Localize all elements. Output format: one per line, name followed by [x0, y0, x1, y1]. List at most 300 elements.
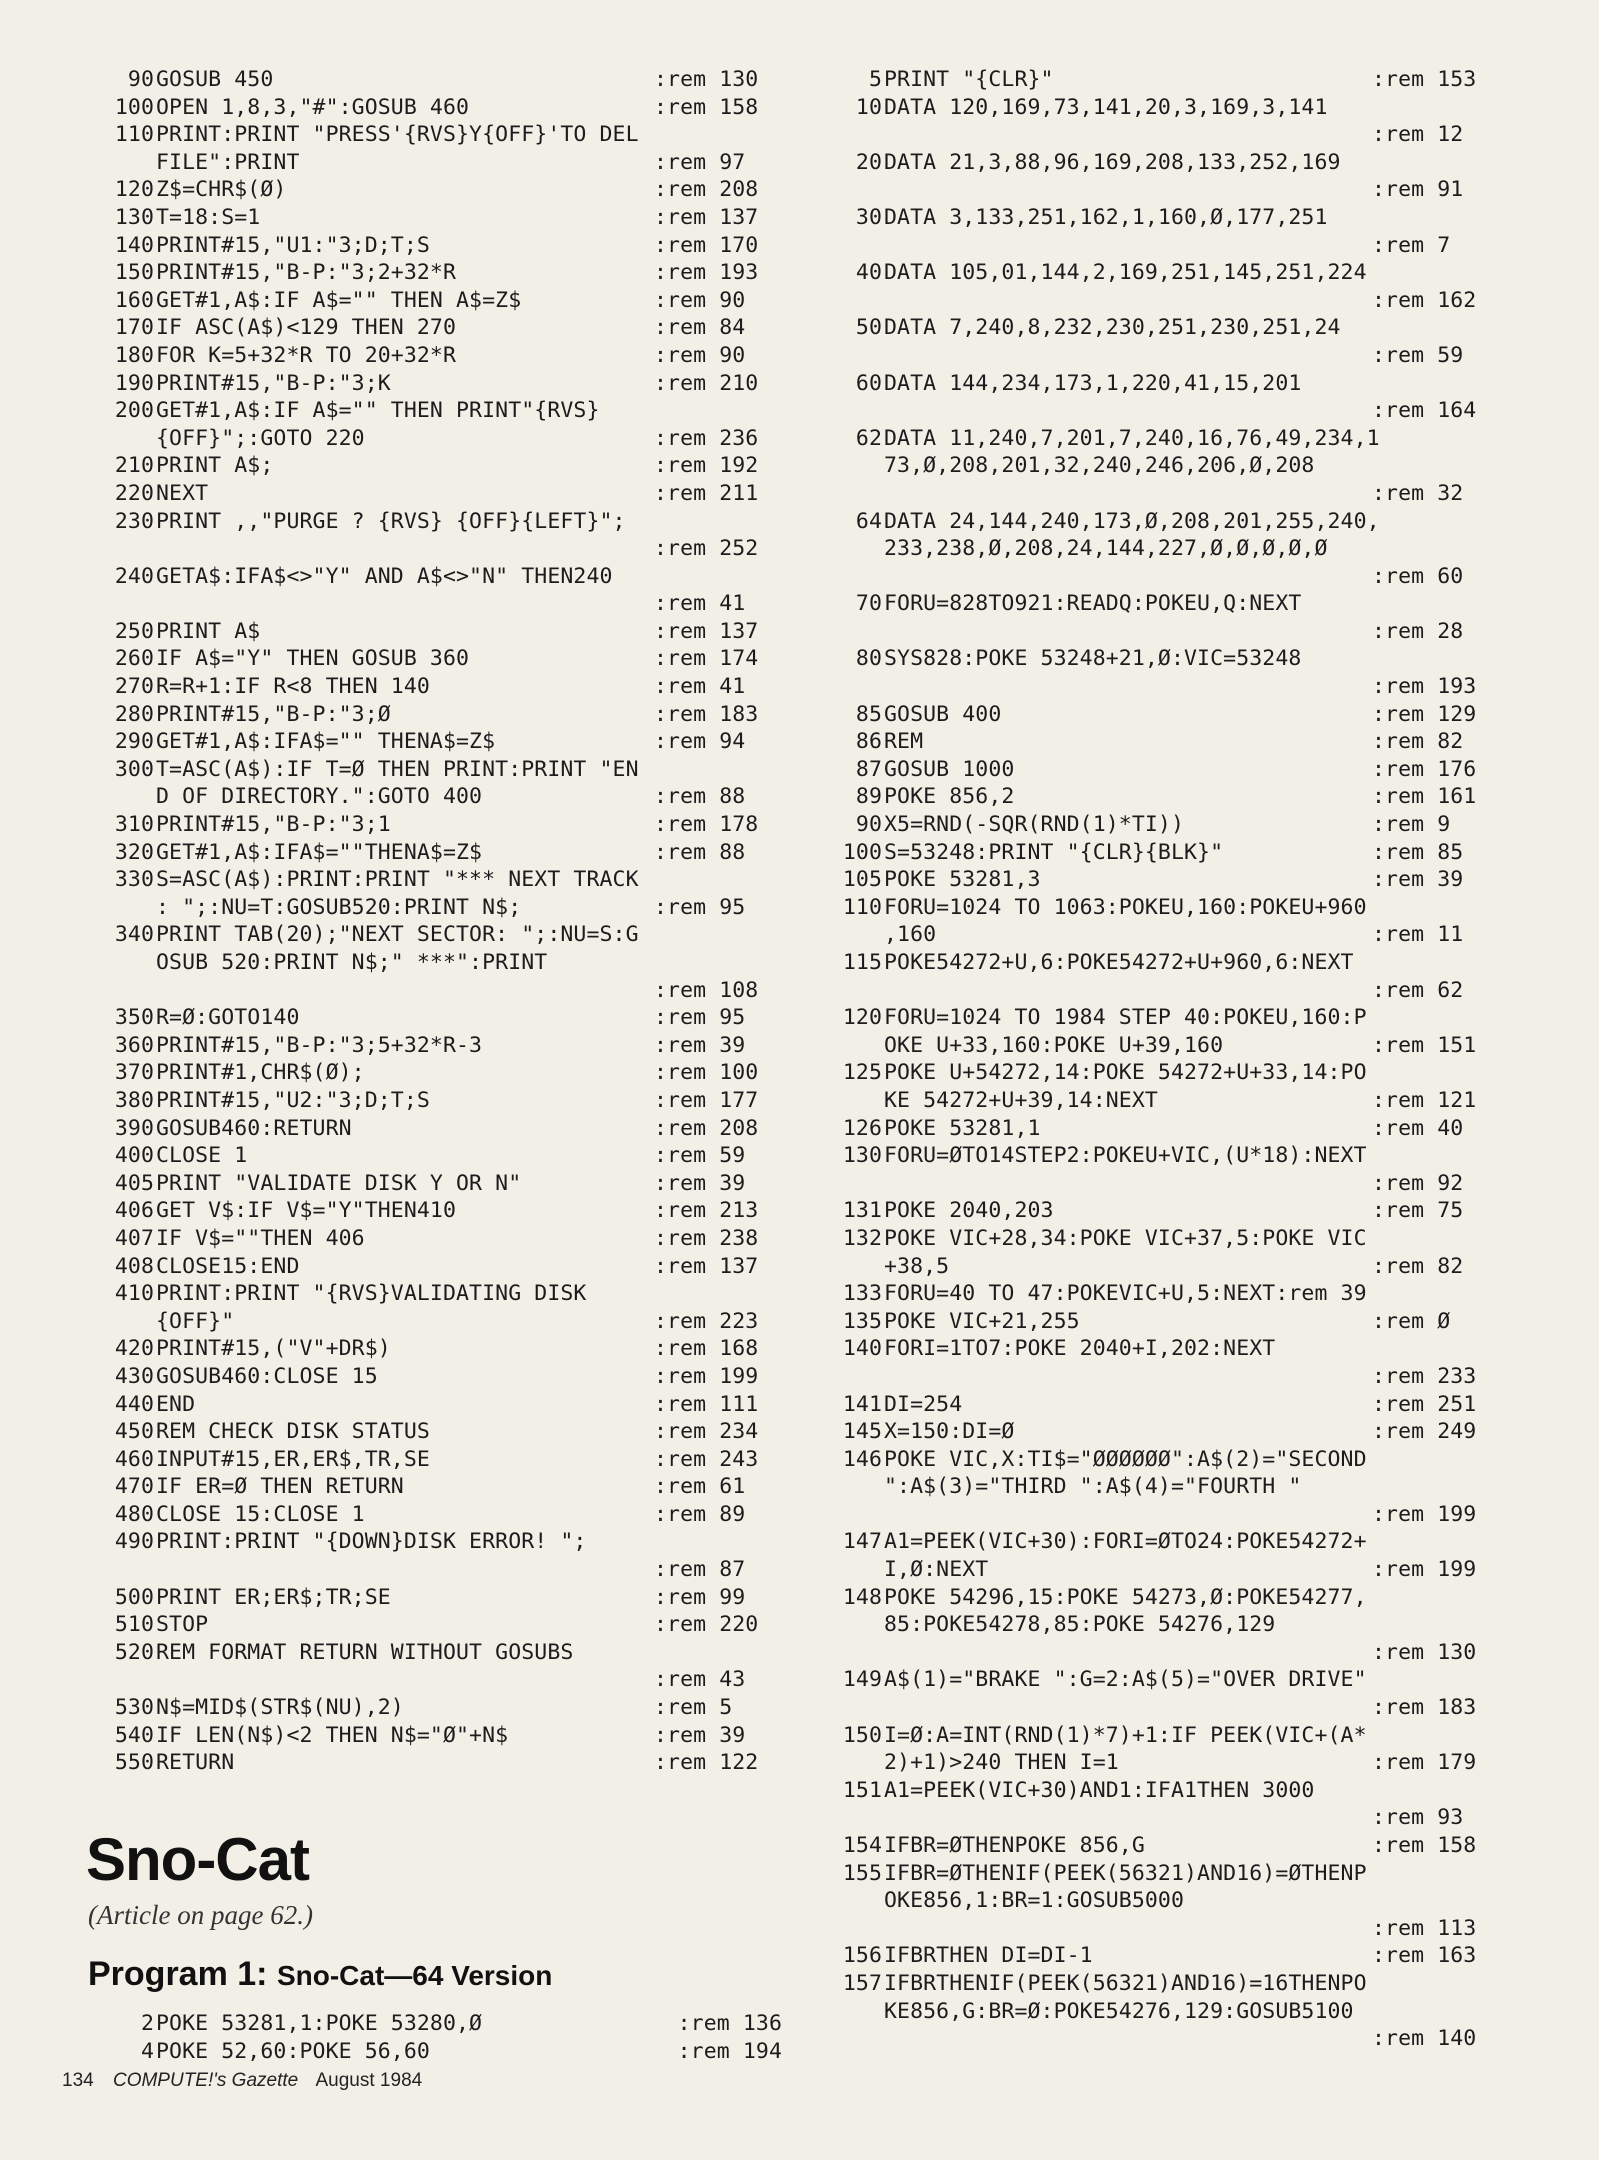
- issue-date: August 1984: [315, 2070, 423, 2091]
- checksum-rem: :rem 178: [654, 812, 759, 838]
- checksum-rem: :rem 122: [654, 1750, 759, 1776]
- code-line: [820, 1501, 1500, 1529]
- line-number: 125: [842, 1060, 882, 1086]
- code-line: [820, 1528, 1500, 1556]
- line-number: 148: [842, 1584, 882, 1610]
- checksum-rem: :rem 88: [654, 839, 746, 865]
- code-line: [820, 1860, 1500, 1888]
- code-text: FORU=1024 TO 1984 STEP 40:POKEU,160:P: [884, 1005, 1367, 1031]
- code-text: ,160: [884, 922, 937, 948]
- line-number: 4: [140, 2038, 154, 2064]
- code-text: POKE 53281,1: [884, 1115, 1041, 1141]
- line-number: 140: [842, 1336, 882, 1362]
- checksum-rem: :rem 32: [1372, 480, 1464, 506]
- code-text: GOSUB460:RETURN: [156, 1115, 352, 1141]
- code-text: INPUT#15,ER,ER$,TR,SE: [156, 1446, 430, 1472]
- checksum-rem: :rem 252: [654, 536, 759, 562]
- code-text: OSUB 520:PRINT N$;" ***":PRINT: [156, 950, 548, 975]
- line-number: 70: [855, 591, 882, 617]
- code-line: [92, 2038, 782, 2066]
- checksum-rem: :rem 121: [1372, 1087, 1477, 1113]
- line-number: 360: [114, 1032, 154, 1058]
- code-text: PRINT#15,"U2:"3;D;T;S: [156, 1087, 430, 1113]
- checksum-rem: :rem 170: [654, 232, 759, 258]
- line-number: 85: [855, 701, 882, 727]
- code-text: POKE 53281,1:POKE 53280,Ø: [156, 2011, 483, 2036]
- checksum-rem: :rem 39: [654, 1722, 746, 1748]
- code-text: 2)+1)>240 THEN I=1: [884, 1750, 1119, 1776]
- checksum-rem: :rem 243: [654, 1446, 759, 1472]
- checksum-rem: :rem 153: [1372, 67, 1477, 92]
- line-number: 400: [114, 1143, 154, 1169]
- code-line: [92, 949, 782, 977]
- code-line: [92, 921, 782, 949]
- code-line: [92, 1308, 782, 1336]
- code-line: [820, 618, 1500, 646]
- checksum-rem: :rem 164: [1372, 398, 1477, 424]
- code-line: [820, 370, 1500, 398]
- line-number: 480: [114, 1501, 154, 1527]
- code-text: POKE 856,2: [884, 784, 1015, 810]
- line-number: 130: [842, 1143, 882, 1169]
- checksum-rem: :rem 251: [1372, 1391, 1477, 1417]
- right-listing: [820, 66, 1500, 2053]
- line-number: 430: [114, 1363, 154, 1389]
- checksum-rem: :rem 213: [654, 1198, 759, 1224]
- checksum-rem: :rem 95: [654, 1005, 746, 1031]
- line-number: 160: [114, 287, 154, 313]
- line-number: 151: [842, 1777, 882, 1803]
- line-number: 210: [114, 453, 154, 479]
- line-number: 190: [114, 370, 154, 396]
- code-text: IFBR=ØTHENIF(PEEK(56321)AND16)=ØTHENP: [884, 1860, 1367, 1886]
- line-number: 110: [114, 122, 154, 148]
- code-line: [92, 590, 782, 618]
- code-line: [820, 783, 1500, 811]
- code-text: I=Ø:A=INT(RND(1)*7)+1:IF PEEK(VIC+(A*: [884, 1722, 1367, 1748]
- code-line: [92, 314, 782, 342]
- checksum-rem: :rem 28: [1372, 618, 1464, 644]
- code-line: [92, 535, 782, 563]
- checksum-rem: :rem 192: [654, 453, 759, 479]
- code-line: [92, 783, 782, 811]
- code-line: [820, 314, 1500, 342]
- line-number: 5: [868, 67, 882, 92]
- checksum-rem: :rem 95: [654, 894, 746, 920]
- checksum-rem: :rem 39: [1372, 867, 1464, 893]
- checksum-rem: :rem 161: [1372, 784, 1477, 810]
- line-number: 540: [114, 1722, 154, 1748]
- code-line: [92, 1032, 782, 1060]
- line-number: 156: [842, 1943, 882, 1969]
- line-number: 64: [855, 508, 882, 534]
- code-text: DATA 105,01,144,2,169,251,145,251,224: [884, 260, 1367, 286]
- page-footer: [62, 2070, 422, 2092]
- code-text: PRINT:PRINT "{DOWN}DISK ERROR! ";: [156, 1529, 587, 1555]
- checksum-rem: :rem 223: [654, 1308, 759, 1334]
- checksum-rem: :rem 249: [1372, 1419, 1477, 1445]
- code-line: [820, 1611, 1500, 1639]
- checksum-rem: :rem 236: [654, 425, 759, 451]
- checksum-rem: :rem 137: [654, 204, 759, 230]
- code-line: [92, 866, 782, 894]
- code-line: [92, 894, 782, 922]
- code-text: PRINT:PRINT "{RVS}VALIDATING DISK: [156, 1281, 587, 1307]
- code-text: PRINT ,,"PURGE ? {RVS} {OFF}{LEFT}";: [156, 508, 626, 534]
- code-text: IF V$=""THEN 406: [156, 1225, 365, 1251]
- code-text: FORU=ØTO14STEP2:POKEU+VIC,(U*18):NEXT: [884, 1143, 1367, 1169]
- line-number: 320: [114, 839, 154, 865]
- code-line: [820, 811, 1500, 839]
- code-line: [820, 1446, 1500, 1474]
- line-number: 155: [842, 1860, 882, 1886]
- code-line: [820, 1197, 1500, 1225]
- code-text: FORI=1TO7:POKE 2040+I,202:NEXT: [884, 1336, 1276, 1362]
- code-text: OKE856,1:BR=1:GOSUB5000: [884, 1888, 1185, 1914]
- code-text: PRINT TAB(20);"NEXT SECTOR: ";:NU=S:G: [156, 922, 639, 948]
- code-text: IF ASC(A$)<129 THEN 270: [156, 315, 457, 341]
- checksum-rem: :rem 129: [1372, 701, 1477, 727]
- line-number: 120: [114, 177, 154, 203]
- code-line: [92, 232, 782, 260]
- line-number: 126: [842, 1115, 882, 1141]
- checksum-rem: :rem 41: [654, 674, 746, 700]
- code-line: [820, 866, 1500, 894]
- line-number: 450: [114, 1419, 154, 1445]
- code-text: A1=PEEK(VIC+30)AND1:IFA1THEN 3000: [884, 1777, 1315, 1803]
- line-number: 105: [842, 867, 882, 893]
- code-line: [820, 756, 1500, 784]
- code-line: [92, 1363, 782, 1391]
- code-line: [820, 1115, 1500, 1143]
- code-text: OKE U+33,160:POKE U+39,160: [884, 1032, 1224, 1058]
- line-number: 30: [855, 204, 882, 230]
- code-line: [92, 1004, 782, 1032]
- code-line: [92, 508, 782, 536]
- line-number: 133: [842, 1281, 882, 1307]
- code-text: PRINT#1,CHR$(Ø);: [156, 1060, 365, 1086]
- code-line: [820, 839, 1500, 867]
- code-line: [92, 618, 782, 646]
- code-text: A1=PEEK(VIC+30):FORI=ØTO24:POKE54272+: [884, 1529, 1367, 1555]
- code-text: DATA 144,234,173,1,220,41,15,201: [884, 370, 1302, 396]
- code-text: PRINT:PRINT "PRESS'{RVS}Y{OFF}'TO DEL: [156, 122, 639, 148]
- code-line: [820, 1942, 1500, 1970]
- code-line: [820, 1970, 1500, 1998]
- code-text: PRINT#15,("V"+DR$): [156, 1336, 391, 1362]
- code-line: [92, 1335, 782, 1363]
- code-text: FORU=40 TO 47:POKEVIC+U,5:NEXT:rem 39: [884, 1281, 1367, 1307]
- code-text: DATA 3,133,251,162,1,160,Ø,177,251: [884, 204, 1328, 230]
- line-number: 530: [114, 1695, 154, 1721]
- checksum-rem: :rem 238: [654, 1225, 759, 1251]
- code-line: [92, 287, 782, 315]
- code-text: IF A$="Y" THEN GOSUB 360: [156, 646, 470, 672]
- line-number: 290: [114, 729, 154, 755]
- code-line: [820, 1363, 1500, 1391]
- line-number: 280: [114, 701, 154, 727]
- code-text: IFBRTHENIF(PEEK(56321)AND16)=16THENPO: [884, 1970, 1367, 1996]
- code-line: [820, 1253, 1500, 1281]
- code-line: [92, 839, 782, 867]
- checksum-rem: :rem 93: [1372, 1805, 1464, 1831]
- code-text: IFBRTHEN DI=DI-1: [884, 1943, 1093, 1969]
- checksum-rem: :rem 7: [1372, 232, 1451, 258]
- code-text: REM CHECK DISK STATUS: [156, 1419, 430, 1445]
- checksum-rem: :rem 137: [654, 1253, 759, 1279]
- checksum-rem: :rem 208: [654, 177, 759, 203]
- code-text: GET#1,A$:IF A$="" THEN PRINT"{RVS}: [156, 398, 600, 424]
- line-number: 440: [114, 1391, 154, 1417]
- code-text: FORU=1024 TO 1063:POKEU,160:POKEU+960: [884, 894, 1367, 920]
- code-text: +38,5: [884, 1253, 950, 1279]
- code-line: [92, 1225, 782, 1253]
- code-line: [820, 728, 1500, 756]
- checksum-rem: :rem 140: [1372, 2026, 1477, 2052]
- code-line: [92, 1473, 782, 1501]
- line-number: 340: [114, 922, 154, 948]
- code-line: [92, 204, 782, 232]
- code-line: [92, 1170, 782, 1198]
- code-text: GOSUB 400: [884, 701, 1002, 727]
- code-line: [820, 535, 1500, 563]
- line-number: 89: [855, 784, 882, 810]
- code-text: PRINT ER;ER$;TR;SE: [156, 1584, 391, 1610]
- checksum-rem: :rem 90: [654, 342, 746, 368]
- code-text: PRINT#15,"B-P:"3;K: [156, 370, 391, 396]
- code-text: SYS828:POKE 53248+21,Ø:VIC=53248: [884, 646, 1302, 672]
- code-text: PRINT#15,"B-P:"3;5+32*R-3: [156, 1032, 483, 1058]
- code-line: [820, 1832, 1500, 1860]
- checksum-rem: :rem 158: [1372, 1833, 1477, 1858]
- code-text: DATA 24,144,240,173,Ø,208,201,255,240,: [884, 508, 1380, 534]
- code-text: POKE 2040,203: [884, 1198, 1054, 1224]
- code-line: [92, 1059, 782, 1087]
- code-text: POKE 52,60:POKE 56,60: [156, 2038, 430, 2064]
- code-line: [92, 176, 782, 204]
- code-line: [820, 1391, 1500, 1419]
- code-line: [92, 756, 782, 784]
- code-text: IF LEN(N$)<2 THEN N$="Ø"+N$: [156, 1722, 509, 1748]
- checksum-rem: :rem 100: [654, 1060, 759, 1086]
- line-number: 145: [842, 1419, 882, 1445]
- code-line: [820, 1032, 1500, 1060]
- code-text: PRINT#15,"B-P:"3;1: [156, 812, 391, 838]
- code-line: [92, 66, 782, 94]
- code-line: [92, 563, 782, 591]
- checksum-rem: :rem 234: [654, 1419, 759, 1445]
- code-line: [92, 1142, 782, 1170]
- line-number: 405: [114, 1170, 154, 1196]
- code-line: [820, 176, 1500, 204]
- code-line: [92, 480, 782, 508]
- line-number: 100: [114, 94, 154, 120]
- checksum-rem: :rem 61: [654, 1474, 746, 1500]
- checksum-rem: :rem 136: [677, 2011, 782, 2036]
- program-listing: [92, 2010, 782, 2065]
- line-number: 520: [114, 1639, 154, 1665]
- checksum-rem: :rem 39: [654, 1170, 746, 1196]
- code-text: ":A$(3)="THIRD ":A$(4)="FOURTH ": [884, 1474, 1302, 1500]
- code-text: 85:POKE54278,85:POKE 54276,129: [884, 1612, 1276, 1638]
- code-text: OPEN 1,8,3,"#":GOSUB 460: [156, 94, 470, 120]
- checksum-rem: :rem Ø: [1372, 1308, 1451, 1334]
- checksum-rem: :rem 220: [654, 1612, 759, 1638]
- code-line: [92, 1528, 782, 1556]
- code-text: I,Ø:NEXT: [884, 1557, 989, 1583]
- code-line: [820, 149, 1500, 177]
- code-line: [92, 701, 782, 729]
- code-text: POKE VIC+21,255: [884, 1308, 1080, 1334]
- code-text: GET V$:IF V$="Y"THEN410: [156, 1198, 457, 1224]
- code-text: N$=MID$(STR$(NU),2): [156, 1695, 404, 1721]
- code-text: T=18:S=1: [156, 204, 261, 230]
- article-title: Sno-Cat: [86, 1826, 309, 1893]
- checksum-rem: :rem 43: [654, 1667, 746, 1693]
- code-text: DI=254: [884, 1391, 963, 1417]
- code-line: [820, 1639, 1500, 1667]
- checksum-rem: :rem 40: [1372, 1115, 1464, 1141]
- checksum-rem: :rem 210: [654, 370, 759, 396]
- code-text: GOSUB460:CLOSE 15: [156, 1363, 378, 1389]
- code-text: PRINT#15,"B-P:"3;Ø: [156, 701, 391, 727]
- line-number: 90: [127, 67, 154, 92]
- code-text: REM FORMAT RETURN WITHOUT GOSUBS: [156, 1639, 574, 1665]
- code-line: [820, 1308, 1500, 1336]
- code-line: [820, 1998, 1500, 2026]
- code-line: [820, 590, 1500, 618]
- line-number: 150: [114, 260, 154, 286]
- code-text: KE856,G:BR=Ø:POKE54276,129:GOSUB5100: [884, 1998, 1354, 2024]
- line-number: 20: [855, 149, 882, 175]
- program-heading: [88, 1952, 552, 1998]
- program-subtitle: Sno-Cat—64 Version: [276, 1960, 553, 1991]
- checksum-rem: :rem 85: [1372, 839, 1464, 865]
- checksum-rem: :rem 12: [1372, 122, 1464, 148]
- checksum-rem: :rem 82: [1372, 1253, 1464, 1279]
- code-text: Z$=CHR$(Ø): [156, 177, 287, 203]
- checksum-rem: :rem 60: [1372, 563, 1464, 589]
- code-line: [820, 232, 1500, 260]
- line-number: 550: [114, 1750, 154, 1776]
- code-text: PRINT#15,"B-P:"3;2+32*R: [156, 260, 457, 286]
- code-line: [820, 2025, 1500, 2053]
- line-number: 141: [842, 1391, 882, 1417]
- checksum-rem: :rem 174: [654, 646, 759, 672]
- line-number: 407: [114, 1225, 154, 1251]
- code-line: [92, 1694, 782, 1722]
- code-text: GOSUB 450: [156, 67, 274, 92]
- code-text: FORU=828TO921:READQ:POKEU,Q:NEXT: [884, 591, 1302, 617]
- line-number: 310: [114, 812, 154, 838]
- code-line: [820, 1915, 1500, 1943]
- checksum-rem: :rem 62: [1372, 977, 1464, 1003]
- code-text: KE 54272+U+39,14:NEXT: [884, 1087, 1158, 1113]
- code-line: [92, 1749, 782, 1777]
- code-text: POKE 53281,3: [884, 867, 1041, 893]
- code-line: [820, 1556, 1500, 1584]
- checksum-rem: :rem 193: [654, 260, 759, 286]
- code-line: [820, 1142, 1500, 1170]
- checksum-rem: :rem 199: [1372, 1557, 1477, 1583]
- line-number: 380: [114, 1087, 154, 1113]
- code-line: [820, 121, 1500, 149]
- checksum-rem: :rem 41: [654, 591, 746, 617]
- code-line: [820, 425, 1500, 453]
- checksum-rem: :rem 97: [654, 149, 746, 175]
- line-number: 132: [842, 1225, 882, 1251]
- code-line: [820, 287, 1500, 315]
- code-line: [820, 1170, 1500, 1198]
- checksum-rem: :rem 111: [654, 1391, 759, 1417]
- code-line: [820, 673, 1500, 701]
- checksum-rem: :rem 151: [1372, 1032, 1477, 1058]
- code-line: [820, 1804, 1500, 1832]
- code-line: [820, 1473, 1500, 1501]
- checksum-rem: :rem 99: [654, 1584, 746, 1610]
- code-line: [820, 949, 1500, 977]
- code-text: PRINT "{CLR}": [884, 67, 1054, 92]
- checksum-rem: :rem 88: [654, 784, 746, 810]
- code-text: PRINT A$: [156, 618, 261, 644]
- line-number: 90: [855, 812, 882, 838]
- line-number: 110: [842, 894, 882, 920]
- checksum-rem: :rem 208: [654, 1115, 759, 1141]
- checksum-rem: :rem 91: [1372, 177, 1464, 203]
- code-text: {OFF}": [156, 1308, 235, 1334]
- line-number: 149: [842, 1667, 882, 1693]
- code-text: {OFF}";:GOTO 220: [156, 425, 365, 451]
- code-text: S=ASC(A$):PRINT:PRINT "*** NEXT TRACK: [156, 867, 639, 893]
- line-number: 510: [114, 1612, 154, 1638]
- code-line: [820, 508, 1500, 536]
- code-line: [92, 1115, 782, 1143]
- code-line: [92, 673, 782, 701]
- checksum-rem: :rem 84: [654, 315, 746, 341]
- code-text: GET#1,A$:IF A$="" THEN A$=Z$: [156, 287, 522, 313]
- checksum-rem: :rem 11: [1372, 922, 1464, 948]
- line-number: 490: [114, 1529, 154, 1555]
- code-line: [820, 66, 1500, 94]
- checksum-rem: :rem 94: [654, 729, 746, 755]
- line-number: 86: [855, 729, 882, 755]
- checksum-rem: :rem 158: [654, 94, 759, 120]
- code-line: [820, 1225, 1500, 1253]
- line-number: 40: [855, 260, 882, 286]
- line-number: 62: [855, 425, 882, 451]
- line-number: 250: [114, 618, 154, 644]
- code-line: [92, 149, 782, 177]
- line-number: 130: [114, 204, 154, 230]
- checksum-rem: :rem 59: [654, 1143, 746, 1169]
- line-number: 135: [842, 1308, 882, 1334]
- code-line: [92, 1087, 782, 1115]
- code-text: DATA 21,3,88,96,169,208,133,252,169: [884, 149, 1341, 175]
- checksum-rem: :rem 163: [1372, 1943, 1477, 1969]
- code-line: [820, 1280, 1500, 1308]
- line-number: 147: [842, 1529, 882, 1555]
- code-line: [92, 1418, 782, 1446]
- line-number: 157: [842, 1970, 882, 1996]
- code-line: [820, 1887, 1500, 1915]
- code-text: STOP: [156, 1612, 209, 1638]
- line-number: 408: [114, 1253, 154, 1279]
- code-line: [820, 1749, 1500, 1777]
- code-line: [820, 1087, 1500, 1115]
- code-line: [92, 1639, 782, 1667]
- code-text: S=53248:PRINT "{CLR}{BLK}": [884, 839, 1224, 865]
- code-line: [820, 94, 1500, 122]
